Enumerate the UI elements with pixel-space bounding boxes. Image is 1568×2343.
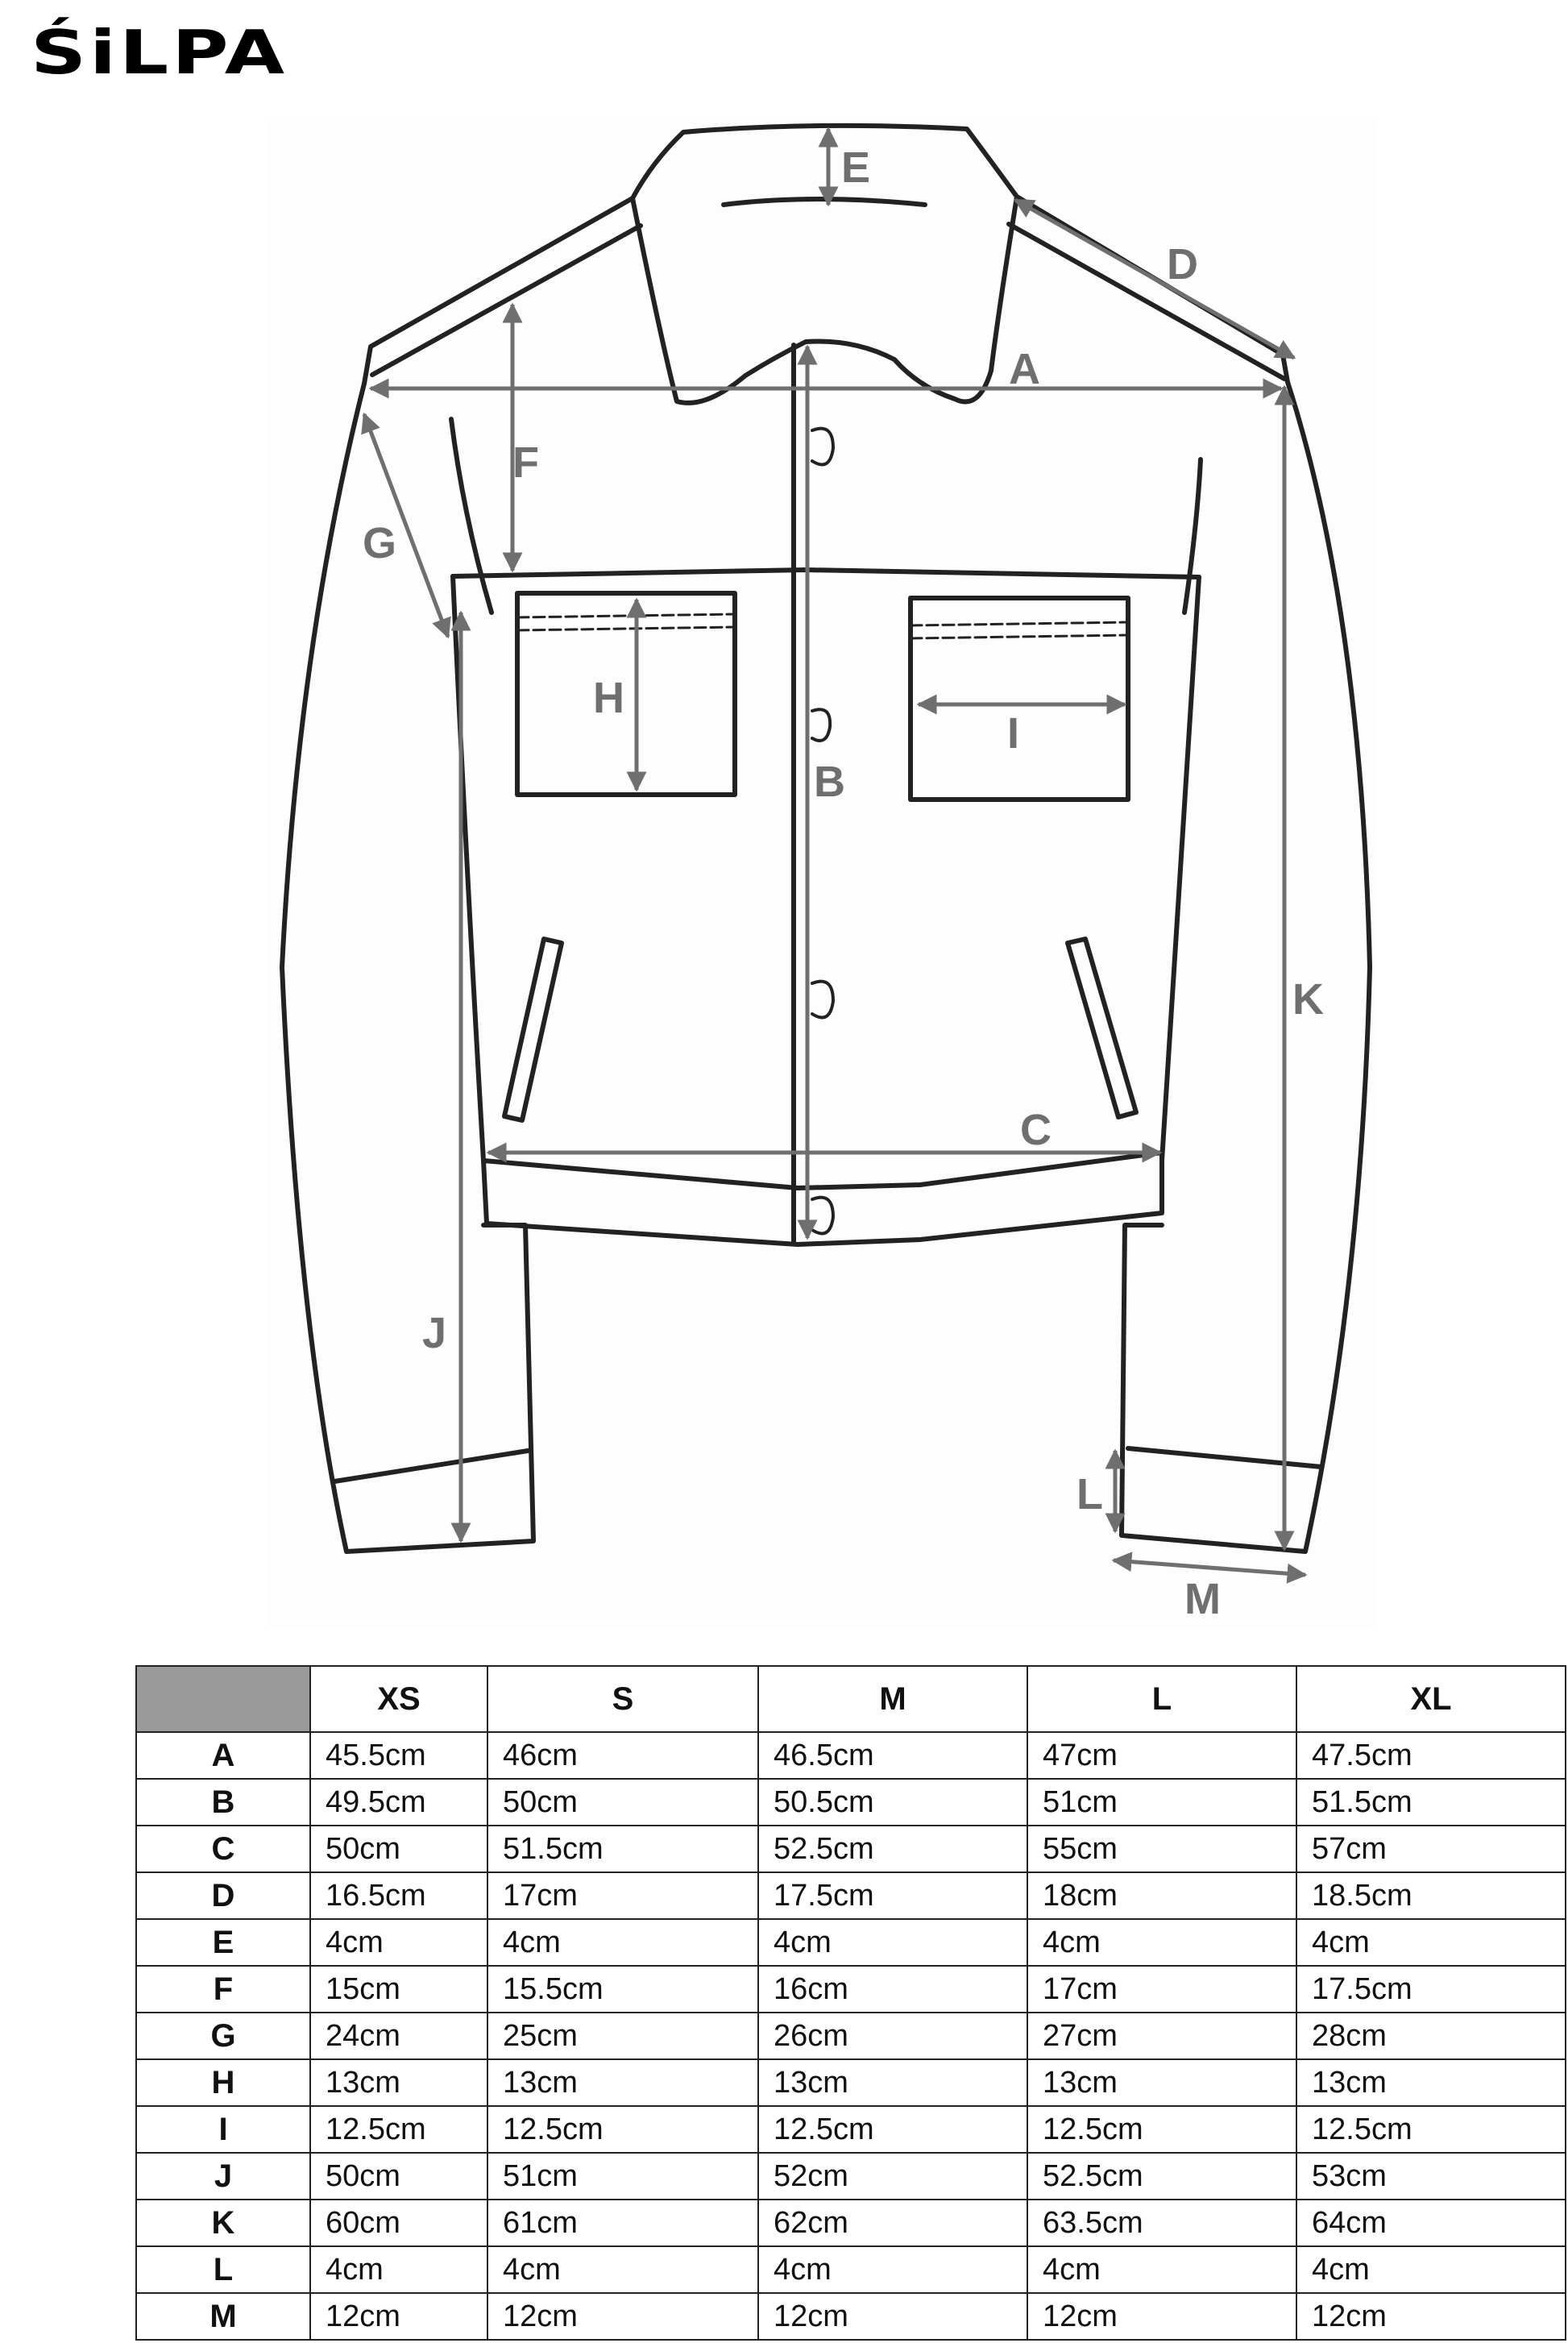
dimension-label-M: M	[1184, 1575, 1221, 1623]
table-cell: 52.5cm	[758, 1826, 1027, 1872]
table-cell: 12cm	[487, 2293, 758, 2340]
row-label: B	[136, 1779, 310, 1826]
table-cell: 13cm	[1027, 2059, 1296, 2106]
row-label: F	[136, 1966, 310, 2013]
dimension-label-E: E	[841, 143, 871, 192]
table-row	[136, 2059, 1566, 2106]
table-cell: 4cm	[1296, 1919, 1566, 1966]
table-cell: 51cm	[1027, 1779, 1296, 1826]
table-cell: 12cm	[1027, 2293, 1296, 2340]
table-cell: 12.5cm	[1296, 2106, 1566, 2153]
table-cell: 60cm	[310, 2200, 487, 2246]
table-cell: 47.5cm	[1296, 1732, 1566, 1779]
table-corner-cell	[136, 1666, 310, 1732]
table-row	[136, 1966, 1566, 2013]
table-row	[136, 2200, 1566, 2246]
table-cell: 12.5cm	[1027, 2106, 1296, 2153]
table-cell: 50cm	[310, 1826, 487, 1872]
row-label: L	[136, 2246, 310, 2293]
table-cell: 46cm	[487, 1732, 758, 1779]
table-row	[136, 1872, 1566, 1919]
row-label: D	[136, 1872, 310, 1919]
table-cell: 55cm	[1027, 1826, 1296, 1872]
size-header-xs: XS	[310, 1666, 487, 1732]
table-cell: 63.5cm	[1027, 2200, 1296, 2246]
table-cell: 4cm	[487, 2246, 758, 2293]
row-label: G	[136, 2013, 310, 2059]
table-cell: 12.5cm	[487, 2106, 758, 2153]
table-cell: 13cm	[1296, 2059, 1566, 2106]
table-cell: 27cm	[1027, 2013, 1296, 2059]
size-chart-table	[135, 1665, 1566, 2341]
table-cell: 12cm	[758, 2293, 1027, 2340]
row-label: A	[136, 1732, 310, 1779]
size-header-l: L	[1027, 1666, 1296, 1732]
table-cell: 46.5cm	[758, 1732, 1027, 1779]
table-cell: 18cm	[1027, 1872, 1296, 1919]
table-cell: 17.5cm	[1296, 1966, 1566, 2013]
table-cell: 26cm	[758, 2013, 1027, 2059]
row-label: I	[136, 2106, 310, 2153]
table-cell: 24cm	[310, 2013, 487, 2059]
table-cell: 51.5cm	[487, 1826, 758, 1872]
table-cell: 17cm	[487, 1872, 758, 1919]
row-label: H	[136, 2059, 310, 2106]
table-cell: 4cm	[758, 2246, 1027, 2293]
size-header-row	[136, 1666, 1566, 1732]
table-cell: 12cm	[1296, 2293, 1566, 2340]
table-row	[136, 2293, 1566, 2340]
table-cell: 16.5cm	[310, 1872, 487, 1919]
table-cell: 12.5cm	[310, 2106, 487, 2153]
brand-logo: ŚiLPA	[31, 17, 288, 89]
table-row	[136, 1732, 1566, 1779]
size-header-xl: XL	[1296, 1666, 1566, 1732]
size-header-m: M	[758, 1666, 1027, 1732]
table-cell: 16cm	[758, 1966, 1027, 2013]
table-cell: 64cm	[1296, 2200, 1566, 2246]
table-cell: 4cm	[310, 1919, 487, 1966]
table-cell: 17cm	[1027, 1966, 1296, 2013]
table-row	[136, 1779, 1566, 1826]
dimension-label-G: G	[363, 519, 397, 567]
table-row	[136, 2246, 1566, 2293]
dimension-label-L: L	[1076, 1470, 1103, 1518]
dimension-label-I: I	[1007, 709, 1020, 758]
table-cell: 49.5cm	[310, 1779, 487, 1826]
dimension-label-D: D	[1167, 240, 1198, 289]
table-cell: 12.5cm	[758, 2106, 1027, 2153]
dimension-label-K: K	[1292, 975, 1324, 1024]
table-cell: 4cm	[487, 1919, 758, 1966]
row-label: M	[136, 2293, 310, 2340]
size-header-s: S	[487, 1666, 758, 1732]
table-cell: 13cm	[758, 2059, 1027, 2106]
row-label: C	[136, 1826, 310, 1872]
table-cell: 45.5cm	[310, 1732, 487, 1779]
table-row	[136, 2013, 1566, 2059]
table-cell: 13cm	[310, 2059, 487, 2106]
table-cell: 17.5cm	[758, 1872, 1027, 1919]
diagram-background	[266, 121, 1378, 1628]
table-cell: 28cm	[1296, 2013, 1566, 2059]
dimension-label-C: C	[1020, 1106, 1052, 1154]
table-cell: 12cm	[310, 2293, 487, 2340]
table-cell: 15.5cm	[487, 1966, 758, 2013]
table-cell: 51cm	[487, 2153, 758, 2200]
table-cell: 50cm	[487, 1779, 758, 1826]
table-cell: 4cm	[310, 2246, 487, 2293]
table-cell: 52.5cm	[1027, 2153, 1296, 2200]
table-row	[136, 2106, 1566, 2153]
table-cell: 51.5cm	[1296, 1779, 1566, 1826]
table-cell: 50.5cm	[758, 1779, 1027, 1826]
table-row	[136, 1919, 1566, 1966]
table-cell: 47cm	[1027, 1732, 1296, 1779]
table-cell: 4cm	[1027, 2246, 1296, 2293]
table-cell: 62cm	[758, 2200, 1027, 2246]
row-label: E	[136, 1919, 310, 1966]
dimension-label-A: A	[1009, 345, 1040, 393]
table-row	[136, 1826, 1566, 1872]
table-cell: 50cm	[310, 2153, 487, 2200]
table-cell: 4cm	[1027, 1919, 1296, 1966]
dimension-label-F: F	[512, 438, 539, 487]
row-label: J	[136, 2153, 310, 2200]
table-cell: 61cm	[487, 2200, 758, 2246]
table-cell: 25cm	[487, 2013, 758, 2059]
table-cell: 52cm	[758, 2153, 1027, 2200]
table-cell: 4cm	[1296, 2246, 1566, 2293]
table-row	[136, 2153, 1566, 2200]
table-cell: 15cm	[310, 1966, 487, 2013]
table-cell: 18.5cm	[1296, 1872, 1566, 1919]
row-label: K	[136, 2200, 310, 2246]
dimension-label-B: B	[814, 758, 845, 806]
dimension-label-J: J	[422, 1309, 447, 1357]
table-cell: 57cm	[1296, 1826, 1566, 1872]
table-cell: 13cm	[487, 2059, 758, 2106]
table-cell: 4cm	[758, 1919, 1027, 1966]
dimension-label-H: H	[593, 674, 624, 722]
table-cell: 53cm	[1296, 2153, 1566, 2200]
